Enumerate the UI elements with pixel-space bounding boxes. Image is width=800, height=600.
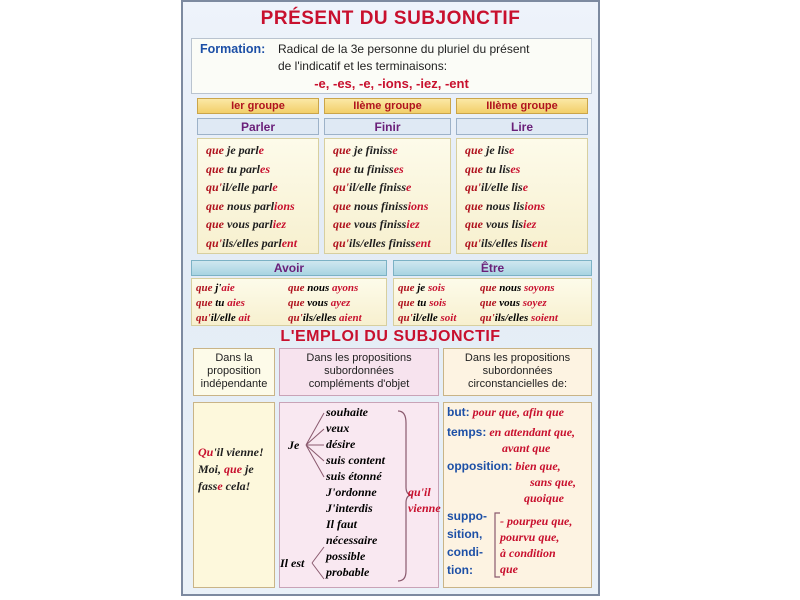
avoir-q: que [196, 282, 213, 294]
circ-opp-value-2: sans que, [530, 475, 577, 489]
conjugation-row [206, 236, 297, 251]
avoir-q: qu' [288, 312, 303, 324]
stem: vous lis [486, 217, 524, 231]
ending: ions [407, 198, 429, 213]
completive-il-est: Il est [280, 556, 305, 570]
etre-s: nous [496, 282, 525, 294]
avoir-e: aie [221, 282, 235, 294]
avoir-right-row [288, 312, 362, 324]
que-word: que [465, 143, 486, 157]
avoir-right-row [288, 297, 350, 309]
conjugation-row [465, 236, 547, 251]
circ-temps-row [447, 425, 575, 440]
ending: e [406, 180, 412, 194]
ending: es [393, 161, 404, 176]
completive-verb: veux [326, 421, 350, 435]
completive-verb: Il faut [326, 517, 358, 531]
circ-sup-label [447, 507, 487, 579]
etre-q: qu' [398, 312, 413, 324]
avoir-q: que [288, 282, 305, 294]
etre-right-row [480, 282, 555, 294]
circ-sup-value-2: pourvu que, [500, 530, 560, 544]
ending: ions [524, 198, 546, 213]
circ-opp-value-1: bien que, [515, 459, 561, 473]
stem: nous lis [486, 198, 525, 213]
header-circ-l2: subordonnées [482, 365, 553, 377]
que-word: que [206, 161, 227, 176]
avoir-s: nous [304, 282, 333, 294]
etre-left-row [398, 312, 456, 324]
indep-line-2 [198, 462, 254, 477]
etre-e: soyons [524, 282, 555, 294]
page-title: PRÉSENT DU SUBJONCTIF [260, 8, 521, 29]
stem: tu parl [227, 161, 261, 176]
header-independante-l2: proposition [207, 365, 261, 377]
etre-s: vous [496, 297, 523, 309]
ending: ent [415, 235, 431, 250]
independante-box [193, 402, 275, 588]
que-word: que [333, 143, 354, 157]
header-completive-l3: compléments d'objet [308, 378, 410, 390]
circ-temps-value-1: en attendant que, [489, 425, 576, 439]
circ-sup-label-1: suppo- [447, 509, 487, 523]
completive-result-vienne: vienne [408, 501, 441, 515]
avoir-box [191, 278, 387, 326]
stem: il/elle finiss [349, 180, 407, 194]
conjugation-row [206, 199, 295, 214]
conjugation-row [206, 217, 286, 232]
circ-opp-value-3: quoique [524, 491, 565, 505]
circ-temps-value-2: avant que [502, 441, 551, 455]
que-word: que [465, 217, 486, 231]
stem: tu finiss [354, 161, 394, 176]
circ-but-row [447, 405, 564, 420]
stem: ils/elles lis [481, 235, 533, 250]
circ-sup-value-4: que [500, 562, 518, 576]
avoir-s: tu [212, 297, 228, 309]
conjugation-row [465, 217, 536, 232]
circonstancielles-box [443, 402, 592, 588]
indep-l2-que: que [224, 462, 243, 476]
ending: es [510, 161, 521, 176]
completive-box [279, 402, 439, 588]
circ-opp-row [447, 459, 561, 474]
etre-e: sois [427, 282, 446, 294]
header-independante-l3: indépendante [200, 378, 268, 390]
group-3-band: IIIème groupe [456, 98, 588, 114]
ending: ent [532, 235, 548, 250]
header-completive-l2: subordonnées [324, 365, 394, 377]
conjugation-row [465, 199, 545, 214]
emploi-title: L'EMPLOI DU SUBJONCTIF [280, 328, 501, 345]
avoir-e: aies [227, 297, 245, 309]
que-word: que [333, 198, 354, 213]
completive-verb: suis content [326, 453, 386, 467]
que-word: que [465, 198, 486, 213]
indep-l3-b: cela! [222, 479, 251, 493]
que-word: qu' [333, 235, 350, 250]
etre-left-row [398, 282, 445, 294]
que-word: qu' [206, 235, 223, 250]
etre-e: soyez [522, 297, 547, 309]
ending: iez [406, 217, 420, 231]
avoir-q: que [196, 297, 213, 309]
avoir-left-row [196, 312, 250, 324]
etre-q: que [398, 297, 415, 309]
que-word: qu' [206, 180, 223, 194]
header-circonstancielles [443, 348, 592, 396]
header-circ-l1: Dans les propositions [464, 352, 571, 364]
ending: ent [281, 235, 298, 250]
conjugation-row [333, 217, 420, 232]
etre-left-row [398, 297, 446, 309]
formation-endings: -e, -es, -e, -ions, -iez, -ent [314, 76, 469, 91]
conjugation-row [333, 143, 398, 158]
verb-lire-band: Lire [456, 118, 588, 135]
etre-right-row [480, 312, 558, 324]
ending: e [392, 143, 398, 157]
header-independante-l1: Dans la [215, 352, 253, 364]
etre-q: qu' [480, 312, 495, 324]
avoir-e: ayons [332, 282, 359, 294]
stem: ils/elles finiss [349, 235, 416, 250]
header-circ-l3: circonstancielles de: [467, 378, 568, 390]
etre-right-row [480, 297, 547, 309]
circ-but-value: pour que, afin que [472, 405, 565, 419]
group-1-band: Ier groupe [197, 98, 319, 114]
avoir-right-row [288, 282, 358, 294]
que-word: qu' [333, 180, 350, 194]
etre-s: je [414, 282, 428, 294]
conjugation-row [333, 199, 428, 214]
ending: ions [274, 198, 295, 213]
stem: je lis [486, 143, 509, 157]
conjugation-row [465, 180, 528, 195]
ending: iez [272, 217, 287, 231]
conjugation-row [465, 162, 520, 177]
formation-label: Formation: [200, 42, 266, 56]
que-word: qu' [465, 235, 482, 250]
stem: vous parl [227, 217, 273, 231]
indep-l2-b: je [242, 462, 254, 476]
avoir-s: j' [212, 282, 222, 294]
etre-header: Être [393, 260, 592, 276]
completive-verb: suis étonné [326, 469, 382, 483]
etre-e: soient [531, 312, 558, 324]
conjugation-row [333, 180, 411, 195]
stem: nous finiss [354, 198, 408, 213]
completive-verb: nécessaire [326, 533, 378, 547]
ending: es [260, 161, 271, 176]
avoir-s: ils/elles [302, 312, 340, 324]
conjugation-row [465, 143, 514, 158]
indep-l1-rest: 'il vienne! [213, 445, 264, 459]
completive-je: Je [288, 438, 300, 452]
etre-box [393, 278, 592, 326]
indep-line-3 [198, 479, 250, 494]
indep-l3-a: fass [198, 479, 218, 493]
header-independante [193, 348, 275, 396]
avoir-left-row [196, 297, 245, 309]
stem: il/elle parl [222, 180, 273, 194]
que-word: que [333, 217, 354, 231]
conjugation-row [333, 162, 404, 177]
circ-sup-value-1: - pourpeu que, [500, 514, 573, 528]
avoir-e: ayez [330, 297, 351, 309]
formation-line-2: de l'indicatif et les terminaisons: [278, 59, 448, 73]
que-word: qu' [465, 180, 482, 194]
completive-verb: probable [326, 565, 370, 579]
circ-sup-label-3: condi- [447, 545, 483, 559]
completive-verb: possible [326, 549, 366, 563]
avoir-header: Avoir [191, 260, 387, 276]
conj-parler-box [197, 138, 319, 254]
avoir-s: il/elle [210, 312, 239, 324]
stem: tu lis [486, 161, 511, 176]
circ-sup-values [500, 513, 572, 577]
stem: ils/elles parl [222, 235, 282, 250]
etre-s: il/elle [412, 312, 441, 324]
etre-s: tu [414, 297, 430, 309]
stem: je parl [227, 143, 259, 157]
circ-sup-value-3: à condition [500, 546, 556, 560]
conj-finir-box [324, 138, 451, 254]
avoir-e: aient [339, 312, 362, 324]
ending: e [522, 180, 529, 194]
avoir-left-row [196, 282, 235, 294]
que-word: que [206, 143, 227, 157]
completive-result-qu: qu'il [408, 485, 431, 499]
etre-s: ils/elles [494, 312, 532, 324]
etre-q: que [480, 297, 497, 309]
completive-verb: souhaite [326, 405, 369, 419]
ending: e [272, 180, 278, 194]
circ-sup-label-4: tion: [447, 563, 473, 577]
avoir-q: que [288, 297, 305, 309]
completive-verb: J'interdis [326, 501, 373, 515]
etre-q: que [398, 282, 415, 294]
que-word: que [333, 161, 354, 176]
header-completive-l1: Dans les propositions [306, 352, 412, 364]
circ-sup-label-2: sition, [447, 527, 483, 541]
conjugation-row [206, 180, 278, 195]
etre-q: que [480, 282, 497, 294]
header-completive [279, 348, 439, 396]
ending: iez [523, 217, 537, 231]
stem: nous parl [227, 198, 275, 213]
avoir-e: ait [238, 312, 251, 324]
verb-parler-band: Parler [197, 118, 319, 135]
que-word: que [465, 161, 486, 176]
circ-but-label: but: [447, 405, 470, 419]
group-2-band: IIème groupe [324, 98, 451, 114]
completive-verb: J'ordonne [326, 485, 377, 499]
indep-line-1 [198, 445, 264, 460]
etre-e: sois [429, 297, 447, 309]
avoir-q: qu' [196, 312, 211, 324]
ending: e [258, 143, 264, 157]
stem: je finiss [354, 143, 393, 157]
verb-finir-band: Finir [324, 118, 451, 135]
formation-box [191, 38, 592, 94]
conjugation-row [333, 236, 431, 251]
conj-lire-box [456, 138, 588, 254]
que-word: que [206, 217, 227, 231]
stem: vous finiss [354, 217, 407, 231]
conjugation-row [206, 162, 270, 177]
que-word: que [206, 198, 227, 213]
indep-qu: Qu [198, 445, 214, 459]
conjugation-row [206, 143, 264, 158]
ending: e [509, 143, 515, 157]
etre-e: soit [440, 312, 457, 324]
subjonctif-poster [181, 0, 600, 596]
circ-temps-label: temps: [447, 425, 487, 439]
completive-verb: désire [326, 437, 356, 451]
formation-line-1: Radical de la 3e personne du pluriel du présent [278, 42, 530, 56]
indep-l2-a: Moi, [198, 462, 225, 476]
circ-opp-label: opposition: [447, 459, 513, 473]
avoir-s: vous [304, 297, 331, 309]
indep-l3-e: e [217, 479, 223, 493]
stem: il/elle lis [481, 180, 523, 194]
